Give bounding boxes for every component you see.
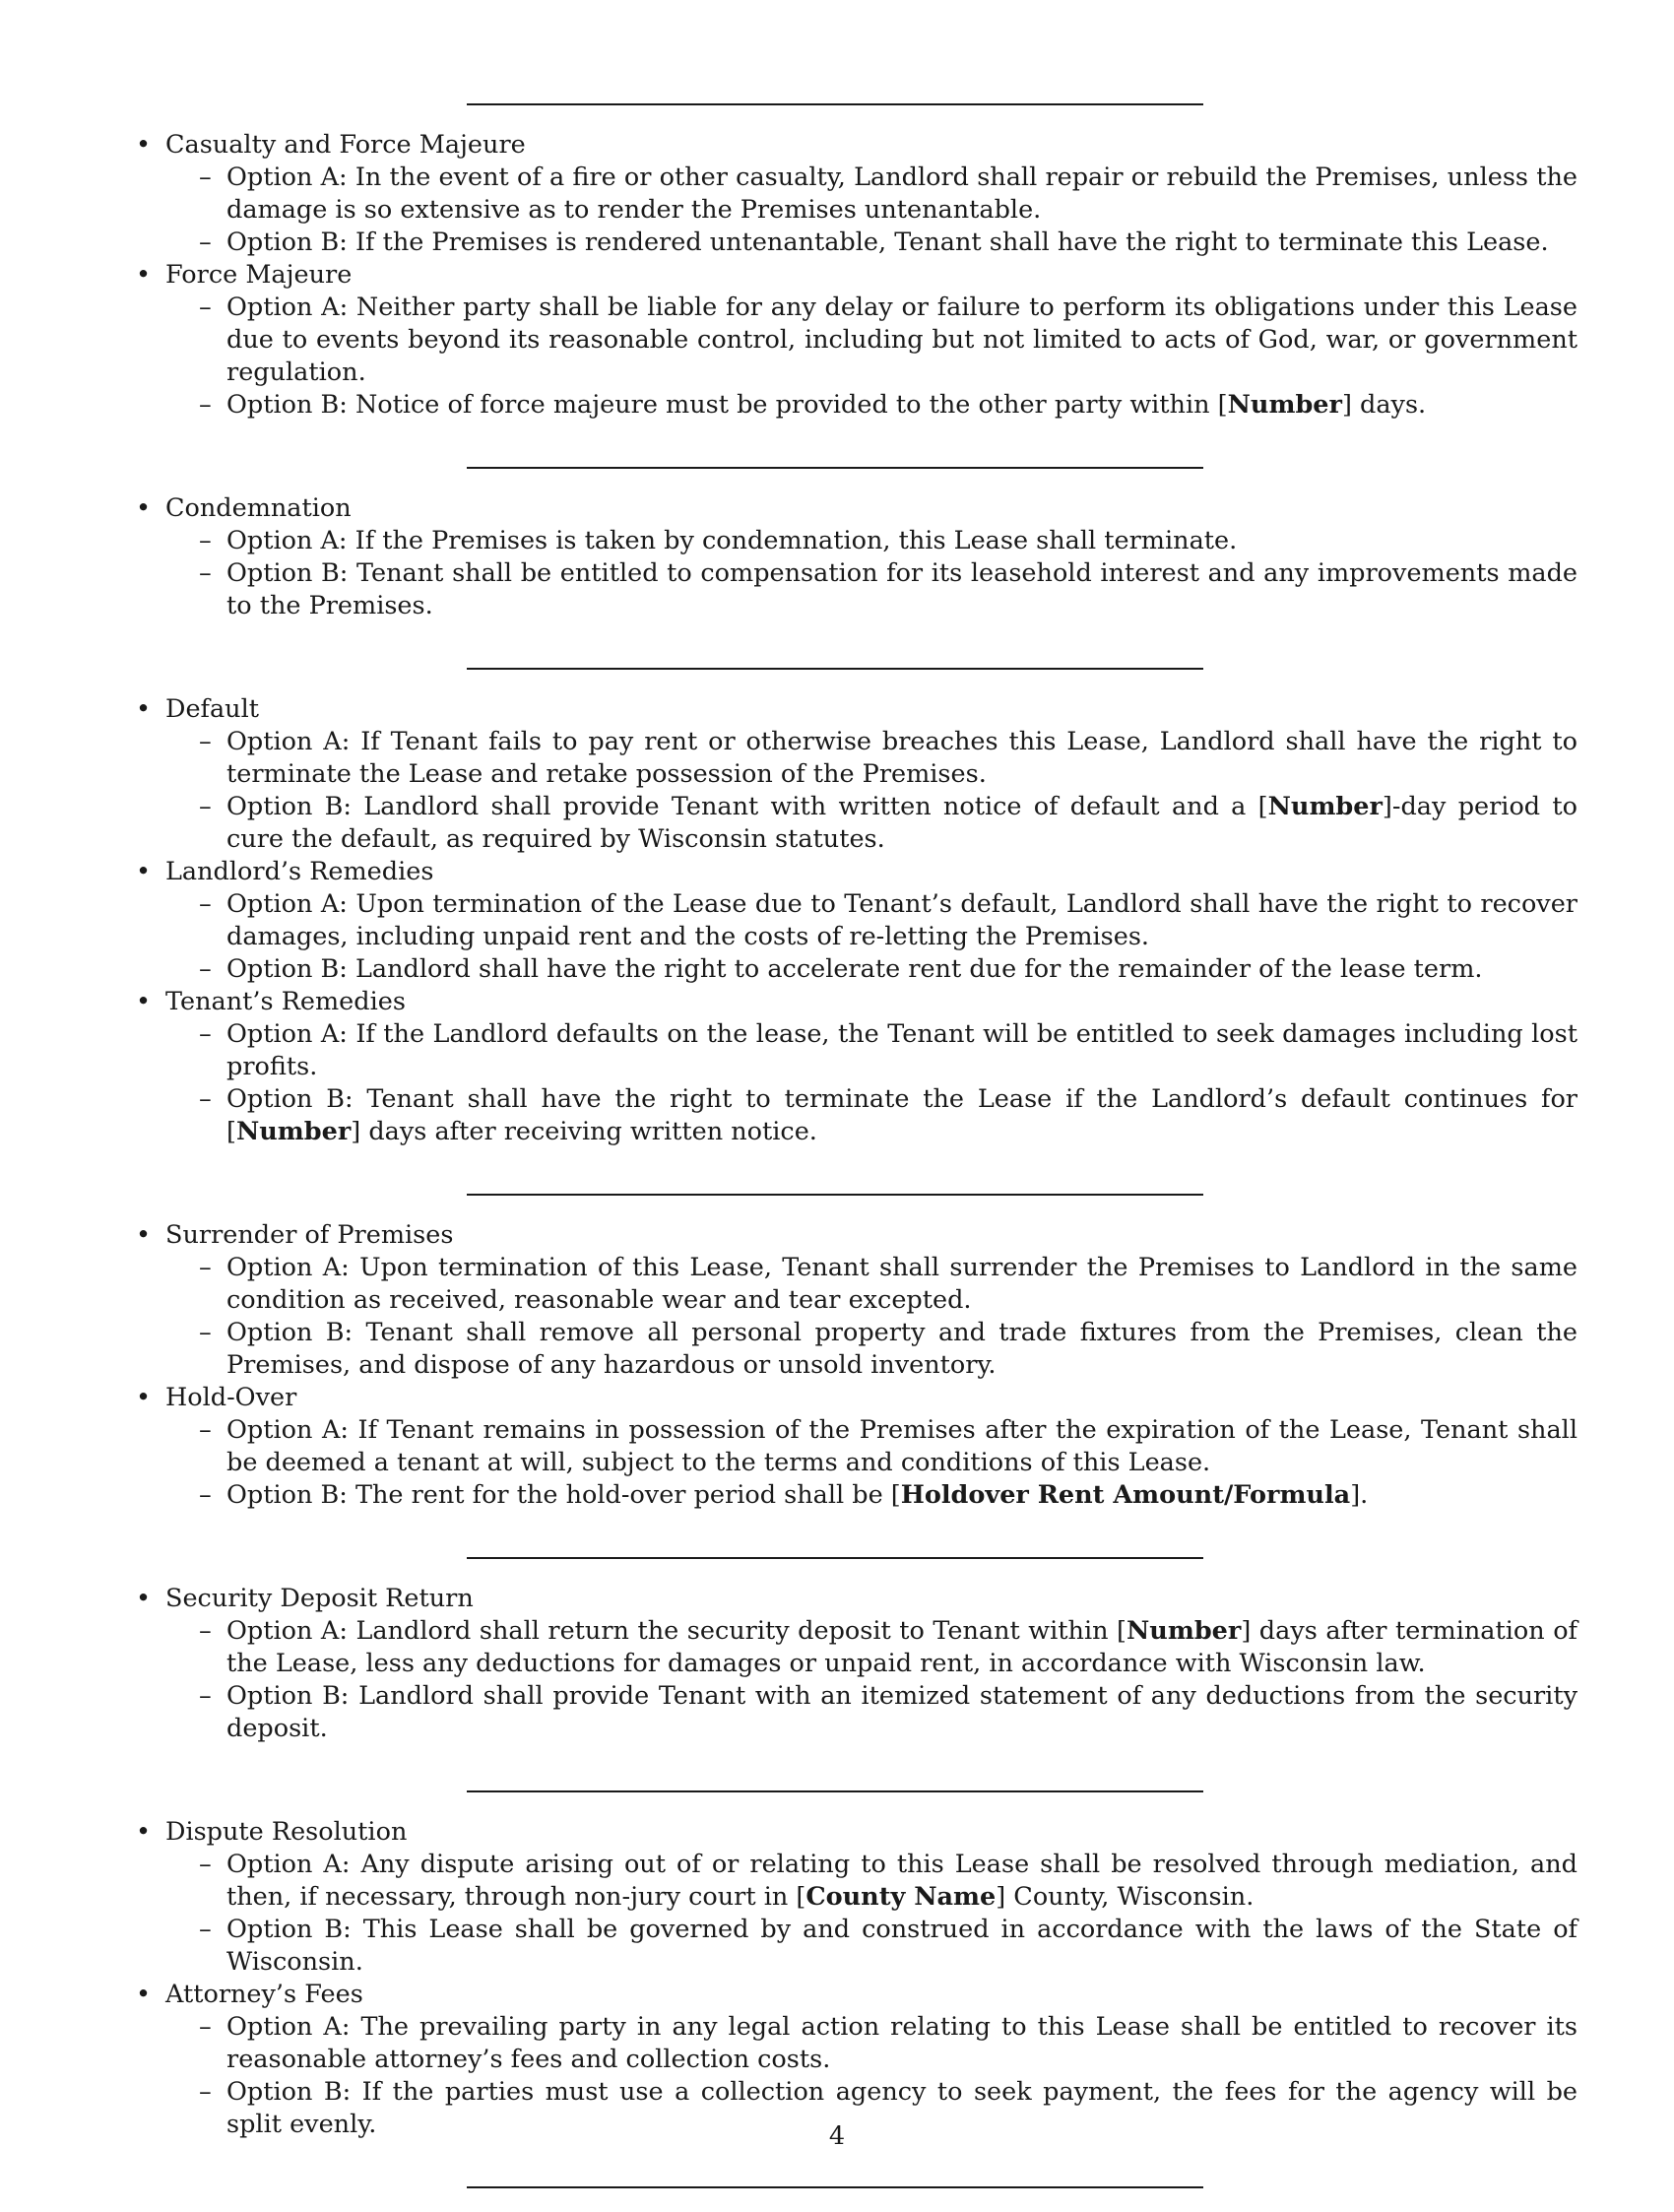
clause-option (165, 1914, 1577, 1979)
clause-title: • Security Deposit Return (165, 1584, 474, 1613)
clause-item (134, 259, 1577, 422)
clause-option (165, 726, 1577, 791)
clause-title: • Default (165, 694, 260, 724)
clause-item (134, 492, 1577, 622)
option-list (165, 1615, 1577, 1745)
lease-options-page (134, 103, 1577, 2212)
clause-title: • Landlord’s Remedies (165, 857, 434, 886)
option-text: ]-day period to cure the default, as required by Wisconsin statutes. (226, 792, 1577, 854)
option-list (165, 1018, 1577, 1148)
clause-group (134, 693, 1577, 1148)
option-list (165, 888, 1577, 986)
clause-option (165, 1252, 1577, 1317)
clause-option (165, 1317, 1577, 1382)
clause-item (134, 129, 1577, 259)
clause-title: • Attorney’s Fees (165, 1980, 363, 2009)
clause-option (165, 1018, 1577, 1083)
clause-option (165, 292, 1577, 389)
option-text: Option A: Landlord shall return the security deposit to Tenant within [ (226, 1616, 1127, 1646)
clause-item (134, 856, 1577, 986)
option-text: Option A: Upon termination of the Lease due to Tenant’s default, Landlord shall have the right to recover damages, including unpaid rent and the costs of re-letting the Premises. (226, 889, 1577, 951)
option-text: Option B: Tenant shall have the right to terminate the Lease if the Landlord’s default continues for [ (226, 1084, 1577, 1146)
clause-title: • Hold-Over (165, 1383, 297, 1412)
option-list (165, 525, 1577, 622)
clause-option (165, 2011, 1577, 2076)
clause-item (134, 1816, 1577, 1979)
option-text: Option A: The prevailing party in any legal action relating to this Lease shall be entitled to recover its reasonable attorney’s fees and collection costs. (226, 2012, 1577, 2074)
clause-option (165, 389, 1577, 422)
option-list (165, 726, 1577, 856)
option-list (165, 162, 1577, 259)
horizontal-rule (467, 2186, 1203, 2188)
placeholder-field: County Name (805, 1882, 997, 1912)
option-text: Option A: Neither party shall be liable for any delay or failure to perform its obligations under this Lease due to events beyond its reasonable control, including but not limited to acts of God, war, or government regulation. (226, 293, 1577, 387)
option-text: ] days. (1341, 390, 1427, 420)
clause-group (134, 1583, 1577, 1745)
option-text: Option B: If the parties must use a collection agency to seek payment, the fees for the agency will be split evenly. (226, 2077, 1577, 2139)
option-list (165, 292, 1577, 422)
clause-option (165, 162, 1577, 227)
clause-option (165, 1680, 1577, 1745)
horizontal-rule (467, 467, 1203, 469)
clause-title: • Dispute Resolution (165, 1817, 408, 1847)
option-text: ] days after termination of the Lease, less any deductions for damages or unpaid rent, in accordance with Wisconsin law. (226, 1616, 1577, 1678)
option-text: ] days after receiving written notice. (351, 1117, 817, 1146)
option-list (165, 1849, 1577, 1979)
option-text: Option A: In the event of a fire or other casualty, Landlord shall repair or rebuild the Premises, unless the damage is so extensive as to render the Premises untenantable. (226, 163, 1577, 225)
option-text: Option B: Tenant shall be entitled to compensation for its leasehold interest and any improvements made to the Premises. (226, 558, 1577, 620)
clause-option (165, 1083, 1577, 1148)
option-text: Option B: Tenant shall remove all personal property and trade fixtures from the Premises, clean the Premises, and dispose of any hazardous or unsold inventory. (226, 1318, 1577, 1380)
option-text: Option B: Notice of force majeure must be provided to the other party within [ (226, 390, 1228, 420)
clause-option (165, 1479, 1577, 1512)
option-text: Option A: If the Premises is taken by condemnation, this Lease shall terminate. (226, 526, 1238, 555)
option-text: ]. (1350, 1480, 1369, 1510)
placeholder-field: Number (1267, 792, 1383, 821)
placeholder-field: Number (235, 1117, 352, 1146)
clause-title: • Surrender of Premises (165, 1220, 454, 1250)
option-text: Option B: Landlord shall provide Tenant with an itemized statement of any deductions from the security deposit. (226, 1681, 1577, 1743)
clause-item (134, 1382, 1577, 1512)
clause-title: • Condemnation (165, 493, 352, 523)
clause-group (134, 1219, 1577, 1512)
clause-option (165, 525, 1577, 557)
option-text: Option B: This Lease shall be governed by and construed in accordance with the laws of the State of Wisconsin. (226, 1915, 1577, 1977)
clause-item (134, 986, 1577, 1148)
placeholder-field: Holdover Rent Amount/Formula (900, 1480, 1351, 1510)
page-number: 4 (828, 2121, 846, 2151)
option-text: Option B: Landlord shall provide Tenant with written notice of default and a [ (226, 792, 1268, 821)
clause-option (165, 953, 1577, 986)
option-list (165, 1252, 1577, 1382)
clause-item (134, 693, 1577, 856)
clause-option (165, 557, 1577, 622)
option-text: Option A: Any dispute arising out of or relating to this Lease shall be resolved through mediation, and then, if necessary, through non-jury court in [ (226, 1850, 1577, 1912)
clause-option (165, 888, 1577, 953)
clause-group (134, 492, 1577, 622)
option-text: ] County, Wisconsin. (996, 1882, 1255, 1912)
horizontal-rule (467, 1557, 1203, 1559)
option-text: Option A: Upon termination of this Lease, Tenant shall surrender the Premises to Landlord in the same condition as received, reasonable wear and tear excepted. (226, 1253, 1577, 1315)
clause-title: • Force Majeure (165, 260, 353, 290)
clause-group (134, 129, 1577, 422)
option-text: Option B: The rent for the hold-over period shall be [ (226, 1480, 901, 1510)
clause-item (134, 1979, 1577, 2141)
clause-item (134, 1219, 1577, 1382)
option-text: Option B: If the Premises is rendered untenantable, Tenant shall have the right to terminate this Lease. (226, 228, 1549, 257)
clause-title: • Casualty and Force Majeure (165, 130, 526, 160)
clause-option (165, 1849, 1577, 1914)
option-text: Option B: Landlord shall have the right to accelerate rent due for the remainder of the lease term. (226, 954, 1483, 984)
horizontal-rule (467, 1194, 1203, 1196)
clause-title: • Tenant’s Remedies (165, 987, 406, 1016)
horizontal-rule (467, 103, 1203, 105)
clause-item (134, 1583, 1577, 1745)
clause-option (165, 227, 1577, 259)
clause-group (134, 1816, 1577, 2141)
clause-option (165, 791, 1577, 856)
placeholder-field: Number (1127, 1616, 1242, 1646)
clause-option (165, 1615, 1577, 1680)
option-text: Option A: If Tenant remains in possession of the Premises after the expiration of the Lease, Tenant shall be deemed a tenant at will, subject to the terms and conditions of this Lease. (226, 1415, 1577, 1477)
option-list (165, 1414, 1577, 1512)
placeholder-field: Number (1227, 390, 1342, 420)
horizontal-rule (467, 668, 1203, 670)
option-text: Option A: If Tenant fails to pay rent or otherwise breaches this Lease, Landlord shall have the right to terminate the Lease and retake possession of the Premises. (226, 727, 1577, 789)
horizontal-rule (467, 1790, 1203, 1792)
clause-option (165, 1414, 1577, 1479)
option-text: Option A: If the Landlord defaults on the lease, the Tenant will be entitled to seek damages including lost profits. (226, 1019, 1577, 1081)
